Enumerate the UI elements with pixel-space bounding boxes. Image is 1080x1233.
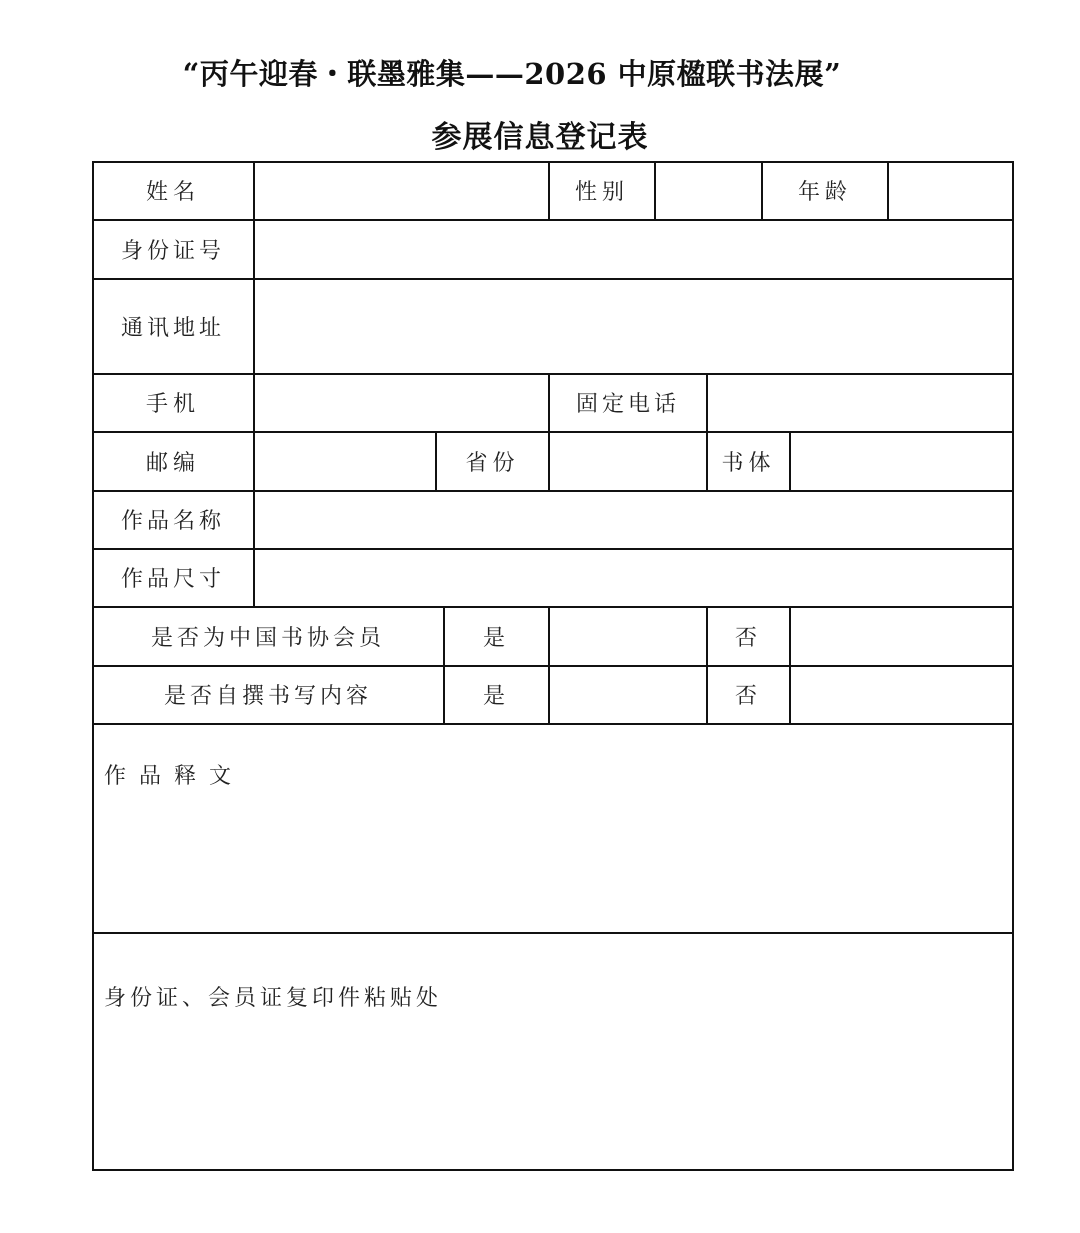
form-subtitle: 参展信息登记表 (431, 120, 649, 155)
label-work-text: 作品释文 (104, 764, 245, 789)
work-title-field[interactable] (255, 492, 1012, 548)
member-no-field[interactable] (791, 608, 1012, 665)
self-written-no-field[interactable] (791, 667, 1012, 723)
label-self-written-no: 否 (734, 684, 762, 709)
label-mobile: 手机 (145, 392, 200, 417)
label-script-style: 书体 (721, 450, 776, 476)
id-number-field[interactable] (255, 221, 1012, 278)
province-field[interactable] (550, 433, 706, 490)
postcode-field[interactable] (255, 433, 435, 490)
age-field[interactable] (889, 163, 1012, 219)
row-divider (92, 1169, 1014, 1171)
label-id-copy-area: 身份证、会员证复印件粘贴处 (104, 986, 443, 1011)
column-divider (1012, 161, 1014, 1171)
gender-field[interactable] (656, 163, 761, 219)
label-gender: 性别 (574, 180, 629, 205)
label-work-title: 作品名称 (120, 509, 225, 534)
landline-field[interactable] (708, 375, 1012, 431)
label-self-written-yes: 是 (482, 684, 510, 709)
label-landline: 固定电话 (575, 392, 680, 417)
label-work-size: 作品尺寸 (120, 567, 225, 592)
label-id-number: 身份证号 (120, 238, 225, 264)
name-field[interactable] (255, 163, 548, 219)
label-address: 通讯地址 (120, 315, 225, 341)
member-yes-field[interactable] (550, 608, 706, 665)
self-written-yes-field[interactable] (550, 667, 706, 723)
label-member-yes: 是 (482, 625, 510, 651)
work-size-field[interactable] (255, 550, 1012, 606)
label-name: 姓名 (145, 180, 200, 205)
label-self-written: 是否自撰书写内容 (163, 684, 372, 709)
script-style-field[interactable] (791, 433, 1012, 490)
mobile-field[interactable] (255, 375, 548, 431)
label-province: 省份 (465, 450, 520, 476)
label-postcode: 邮编 (145, 450, 200, 476)
label-is-member: 是否为中国书协会员 (150, 625, 385, 651)
address-field[interactable] (255, 280, 1012, 373)
label-member-no: 否 (734, 625, 762, 651)
id-copy-paste-area[interactable] (94, 1021, 1012, 1168)
label-age: 年龄 (797, 180, 852, 205)
registration-form-table (92, 161, 1014, 1171)
row-divider (92, 932, 1014, 934)
work-text-area[interactable] (94, 801, 1012, 931)
form-title: “丙午迎春・联墨雅集——2026 中原楹联书法展” (182, 57, 842, 91)
